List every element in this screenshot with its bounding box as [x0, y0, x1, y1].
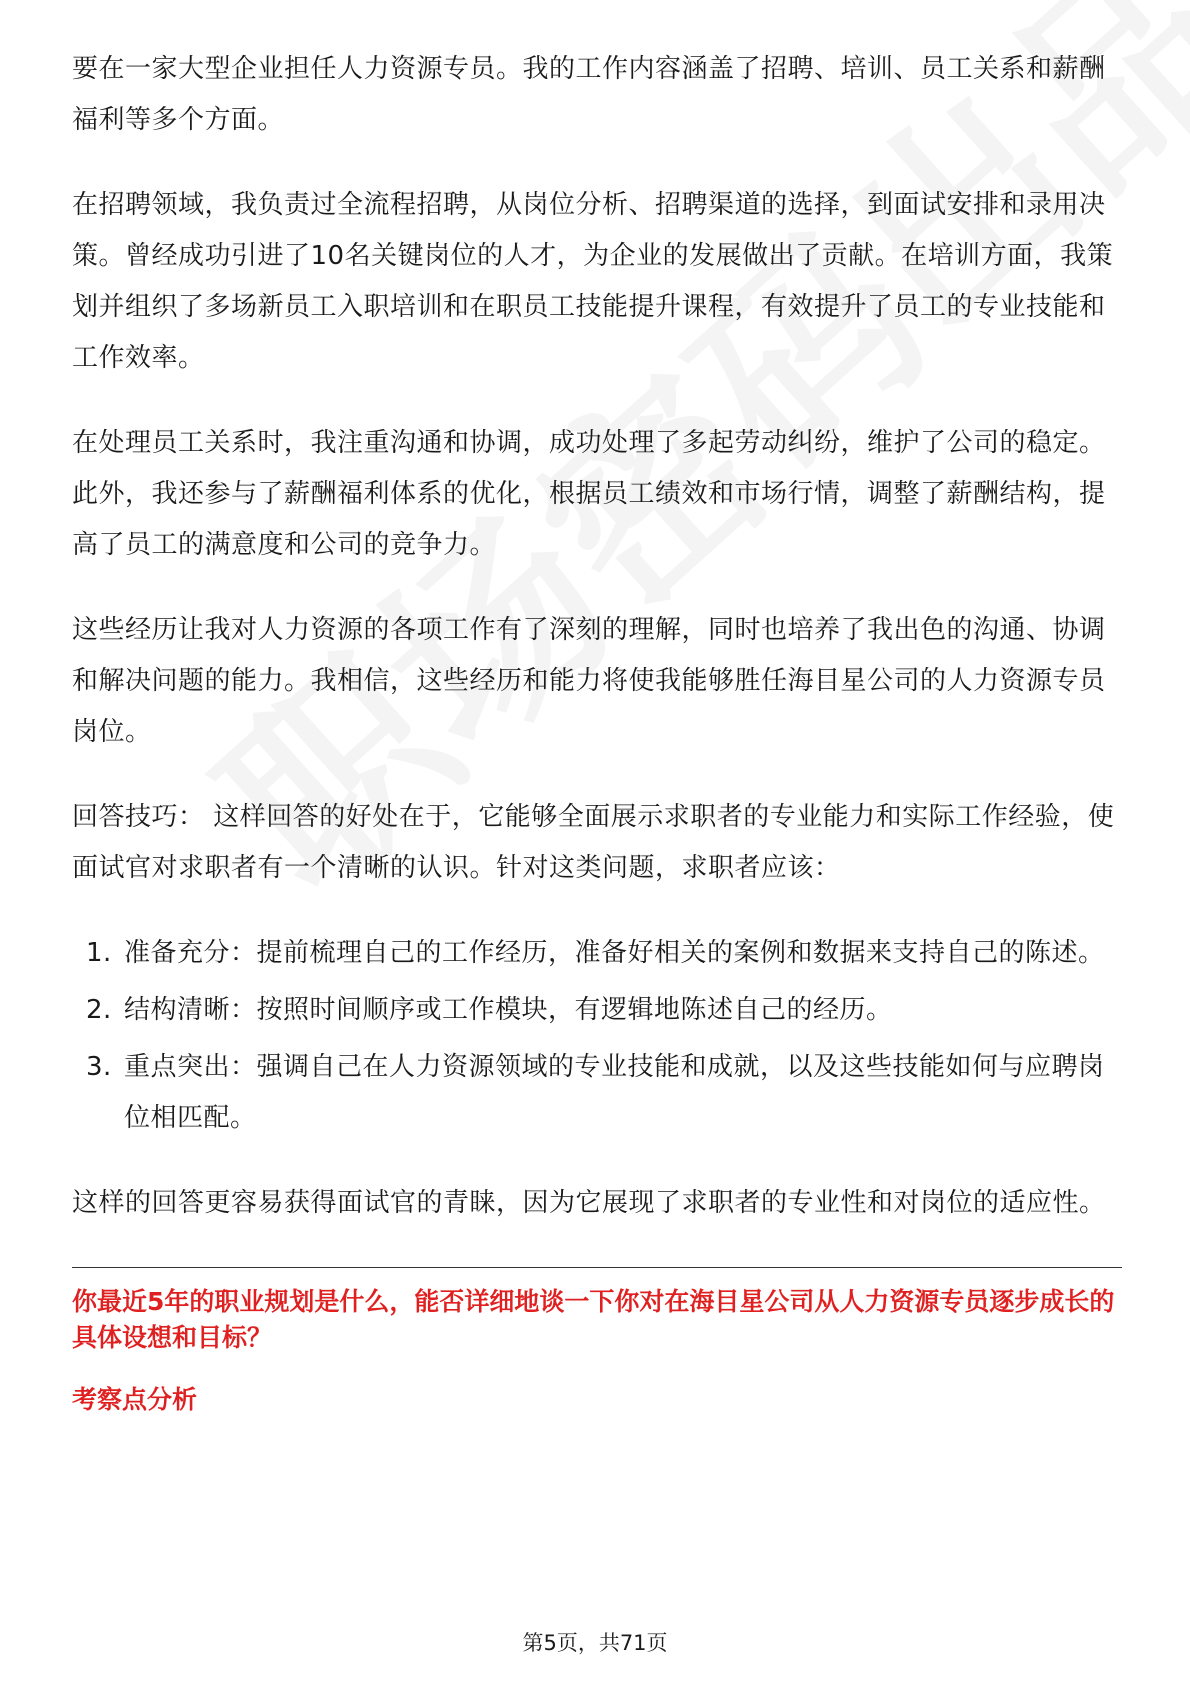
paragraph: 在处理员工关系时，我注重沟通和协调，成功处理了多起劳动纠纷，维护了公司的稳定。此外，我还参与了薪酬福利体系的优化，根据员工绩效和市场行情，调整了薪酬结构，提高了员工的满意度和公司的竞争力。 — [72, 428, 1106, 560]
list-number: 3. — [86, 1052, 112, 1082]
paragraph: 要在一家大型企业担任人力资源专员。我的工作内容涵盖了招聘、培训、员工关系和薪酬福利等多个方面。 — [72, 54, 1106, 135]
list-item — [72, 1042, 1122, 1144]
document-body — [72, 44, 1122, 1418]
tips-list — [72, 928, 1122, 1144]
list-number: 1. — [86, 938, 112, 968]
list-item — [72, 985, 1122, 1036]
list-text: 重点突出：强调自己在人力资源领域的专业技能和成就，以及这些技能如何与应聘岗位相匹配。 — [124, 1052, 1105, 1133]
list-number: 2. — [86, 995, 112, 1025]
list-text: 准备充分：提前梳理自己的工作经历，准备好相关的案例和数据来支持自己的陈述。 — [124, 938, 1105, 968]
list-text: 结构清晰：按照时间顺序或工作模块，有逻辑地陈述自己的经历。 — [124, 995, 893, 1025]
answer-tips-intro: 回答技巧： 这样回答的好处在于，它能够全面展示求职者的专业能力和实际工作经验，使面试官对求职者有一个清晰的认识。针对这类问题，求职者应该： — [72, 802, 1115, 883]
interview-question: 你最近5年的职业规划是什么，能否详细地谈一下你对在海目星公司从人力资源专员逐步成长的具体设想和目标？ — [72, 1287, 1115, 1352]
section-divider — [72, 1267, 1122, 1268]
list-item — [72, 928, 1122, 979]
section-heading: 考察点分析 — [72, 1385, 198, 1414]
page-footer: 第5页，共71页 — [522, 1631, 668, 1655]
closing-paragraph: 这样的回答更容易获得面试官的青睐，因为它展现了求职者的专业性和对岗位的适应性。 — [72, 1188, 1106, 1218]
paragraph: 在招聘领域，我负责过全流程招聘，从岗位分析、招聘渠道的选择，到面试安排和录用决策。曾经成功引进了10名关键岗位的人才，为企业的发展做出了贡献。在培训方面，我策划并组织了多场新员工入职培训和在职员工技能提升课程，有效提升了员工的专业技能和工作效率。 — [72, 190, 1114, 373]
paragraph: 这些经历让我对人力资源的各项工作有了深刻的理解，同时也培养了我出色的沟通、协调和解决问题的能力。我相信，这些经历和能力将使我能够胜任海目星公司的人力资源专员岗位。 — [72, 615, 1106, 747]
